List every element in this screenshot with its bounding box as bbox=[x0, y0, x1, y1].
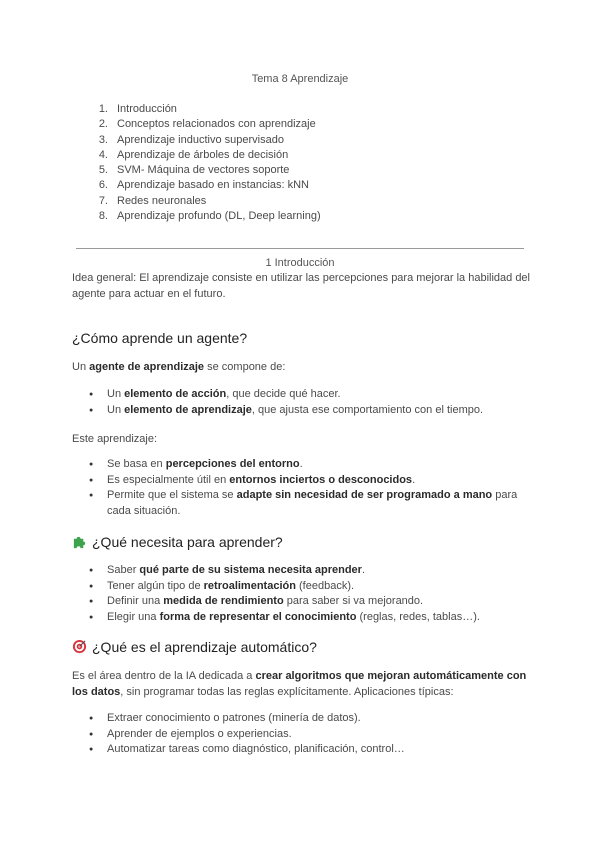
toc-item: 6. Aprendizaje basado en instancias: kNN bbox=[98, 179, 310, 192]
section-title: 1 Introducción bbox=[265, 257, 335, 269]
toc-item: 7. Redes neuronales bbox=[98, 194, 207, 207]
learning-list bbox=[72, 457, 532, 519]
heading-what-needs: ¿Qué necesita para aprender? bbox=[72, 534, 283, 550]
toc-item: 1. Introducción bbox=[98, 103, 177, 115]
target-icon bbox=[72, 639, 87, 654]
horizontal-rule bbox=[76, 248, 524, 249]
agent-components-list bbox=[72, 387, 532, 418]
list-item: ● Es especialmente útil en entornos inciertos o desconocidos. bbox=[72, 473, 532, 489]
toc-item: 2. Conceptos relacionados con aprendizaje bbox=[98, 118, 316, 131]
agent-composition-paragraph: Un agente de aprendizaje se compone de: bbox=[72, 361, 286, 373]
list-item: ● Automatizar tareas como diagnóstico, planificación, control… bbox=[72, 742, 532, 758]
list-item: ● Definir una medida de rendimiento para saber si va mejorando. bbox=[72, 594, 532, 610]
toc-item: 4. Aprendizaje de árboles de decisión bbox=[98, 148, 289, 161]
list-item: ● Saber qué parte de su sistema necesita aprender. bbox=[72, 563, 532, 579]
list-item: ● Se basa en percepciones del entorno. bbox=[72, 457, 532, 473]
ml-definition-paragraph: Es el área dentro de la IA dedicada a crear algoritmos que mejoran automáticamente con los datos, sin programar todas las reglas explícitamente. Aplicaciones típicas: bbox=[72, 670, 527, 698]
ml-applications-list bbox=[72, 711, 532, 758]
table-of-contents bbox=[72, 102, 321, 224]
list-item: ● Un elemento de aprendizaje, que ajusta ese comportamiento con el tiempo. bbox=[72, 403, 532, 419]
heading-how-agent-learns: ¿Cómo aprende un agente? bbox=[72, 330, 248, 346]
toc-item: 8. Aprendizaje profundo (DL, Deep learning) bbox=[98, 210, 321, 223]
puzzle-icon bbox=[72, 534, 87, 549]
heading-what-is-ml: ¿Qué es el aprendizaje automático? bbox=[72, 639, 317, 655]
toc-item: 3. Aprendizaje inductivo supervisado bbox=[98, 133, 284, 146]
learning-label: Este aprendizaje: bbox=[72, 433, 157, 445]
list-item: ● Elegir una forma de representar el conocimiento (reglas, redes, tablas…). bbox=[72, 610, 532, 626]
list-item: ● Extraer conocimiento o patrones (minería de datos). bbox=[72, 711, 532, 727]
toc-item: 5. SVM- Máquina de vectores soporte bbox=[98, 164, 290, 177]
list-item: ● Aprender de ejemplos o experiencias. bbox=[72, 727, 532, 743]
list-item: ● Permite que el sistema se adapte sin necesidad de ser programado a mano para cada situación. bbox=[72, 488, 532, 519]
intro-paragraph: Idea general: El aprendizaje consiste en utilizar las percepciones para mejorar la habilidad del agente para actuar en el futuro. bbox=[72, 272, 530, 300]
list-item: ● Un elemento de acción, que decide qué hacer. bbox=[72, 387, 532, 403]
list-item: ● Tener algún tipo de retroalimentación (feedback). bbox=[72, 579, 532, 595]
document-title: Tema 8 Aprendizaje bbox=[251, 73, 349, 85]
needs-list bbox=[72, 563, 532, 625]
